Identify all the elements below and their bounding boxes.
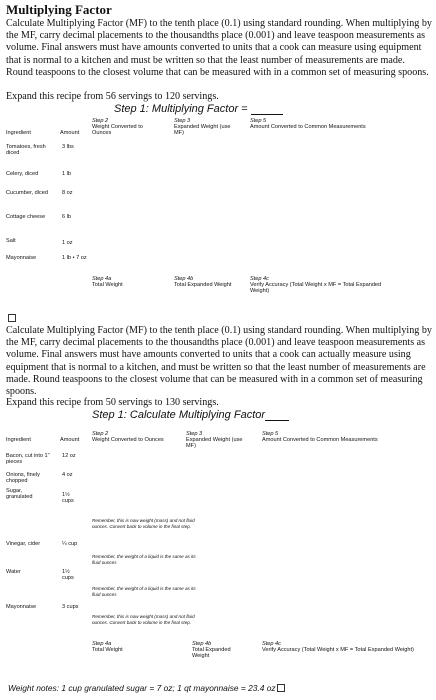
footer-step4c: Step 4c [250,276,269,282]
header-step3-2: Step 3 [186,431,203,437]
section-checkbox[interactable] [8,314,16,322]
row6-amount-2: 3 cups [62,604,79,610]
header-ingredient-2: Ingredient [6,437,31,443]
row5-ingredient-2: Water [6,569,21,575]
row6-ingredient: Mayonnaise [6,255,37,261]
row5-ingredient: Salt [6,238,16,244]
footer-step4b-2: Step 4b [192,641,212,647]
row5-amount-2: 1½ cups [62,569,74,582]
row1-ingredient-2: Bacon, cut into 1" pieces [6,453,50,466]
weight-notes [8,683,285,693]
row3-amount-2: 1½ cups [62,492,74,505]
note-mayonnaise: Remember, this is now weight (mass) and not fluid ounces. Convert back to volume in the final step. [92,614,195,625]
step1-title-1 [114,103,283,115]
row2-ingredient-2: Onions, finely chopped [6,472,40,485]
header-step2-2: Step 2 [92,431,109,437]
row4-ingredient: Cottage cheese [6,214,46,220]
instructions-2: Calculate Multiplying Factor (MF) to the tenth place (0.1) using standard rounding. When multiplying by the MF, carry decimal placements to the thousandths place (0.001) and leave teaspoon measurements as volume. Final answers must have amounts converted to units that a cook can actually measure using equipment that is normal to a kitchen, and must be written so that the least number of measurements are made. Round teaspoons to the closest volume that can be measured with in a common set of measuring spoons. [6,325,432,398]
instructions-1: Calculate Multiplying Factor (MF) to the tenth place (0.1) using standard rounding. When multiplying by the MF, carry decimal placements to the thousandths place (0.001) and leave teaspoon measurements as volume. Final answers must have amounts converted to units that a cook can measure using equipment that is normal to a kitchen and must be written so that the least number of measurements are made. Round teaspoons to the closest volume that can be measured with in a common set of measuring spoons. [6,18,432,78]
footer-verify: Verify Accuracy (Total Weight x MF = Total Expanded Weight) [250,282,382,295]
row1-amount: 3 lbs [62,144,74,150]
mf-answer-blank-2[interactable] [265,411,289,421]
row3-amount: 8 oz [62,190,73,196]
header-amount: Amount [60,130,80,136]
row2-amount: 1 lb [62,171,72,177]
expand-line-1: Expand this recipe from 56 servings to 120 servings. [6,91,219,102]
step1-title-2 [92,409,289,421]
header-amount-2: Amount [60,437,80,443]
page-title: Multiplying Factor [6,2,112,17]
row4-amount: 6 lb [62,214,72,220]
row1-ingredient: Tomatoes, fresh diced [6,144,46,157]
row4-amount-2: ¼ cup [62,541,78,547]
mf-answer-blank[interactable] [251,105,283,115]
row5-amount: 1 oz [62,240,73,246]
footer-step4b: Step 4b [174,276,194,282]
footer-step4a-2: Step 4a [92,641,112,647]
row6-ingredient-2: Mayonnaise [6,604,37,610]
footer-verify-2: Verify Accuracy (Total Weight x MF = Total Expanded Weight) [262,647,414,653]
weight-notes-checkbox[interactable] [277,684,285,692]
expand-line-2: Expand this recipe from 50 servings to 130 servings. [6,397,219,408]
note-vinegar: Remember, the weight of a liquid is the same as its fluid ounces [92,554,196,565]
row6-amount: 1 lb • 7 oz [62,255,87,261]
step1-label-2: Step 1: Calculate Multiplying Factor [92,409,266,421]
footer-total-weight-2: Total Weight [92,647,123,653]
row2-ingredient: Celery, diced [6,171,39,177]
header-weight-converted-2: Weight Converted to Ounces [92,437,164,443]
footer-step4a: Step 4a [92,276,112,282]
row4-ingredient-2: Vinegar, cider [6,541,41,547]
header-step2: Step 2 [92,118,109,124]
row3-ingredient: Cucumber, diced [6,190,48,196]
header-step5-2: Step 5 [262,431,279,437]
step1-label: Step 1: Multiplying Factor = [114,103,251,115]
row1-amount-2: 12 oz [62,453,76,459]
row2-amount-2: 4 oz [62,472,73,478]
row3-ingredient-2: Sugar, granulated [6,488,33,501]
footer-total-weight: Total Weight [92,282,123,288]
header-amount-converted: Amount Converted to Common Measurements [250,124,366,130]
header-expanded-weight: Expanded Weight (use MF) [174,124,231,137]
footer-total-expanded-2: Total Expanded Weight [192,647,231,660]
header-amount-converted-2: Amount Converted to Common Measurements [262,437,378,443]
header-step3: Step 3 [174,118,191,124]
note-water: Remember, the weight of a liquid is the same as its fluid ounces [92,586,196,597]
header-weight-converted: Weight Converted to Ounces [92,124,143,137]
weight-notes-text: Weight notes: 1 cup granulated sugar = 7 oz; 1 qt mayonnaise = 23.4 oz [8,683,276,693]
footer-step4c-2: Step 4c [262,641,281,647]
header-step5: Step 5 [250,118,267,124]
footer-total-expanded: Total Expanded Weight [174,282,232,288]
header-expanded-weight-2: Expanded Weight (use MF) [186,437,243,450]
header-ingredient: Ingredient [6,130,31,136]
note-sugar: Remember, this is now weight (mass) and not fluid ounces. Convert back to volume in the final step. [92,518,195,529]
